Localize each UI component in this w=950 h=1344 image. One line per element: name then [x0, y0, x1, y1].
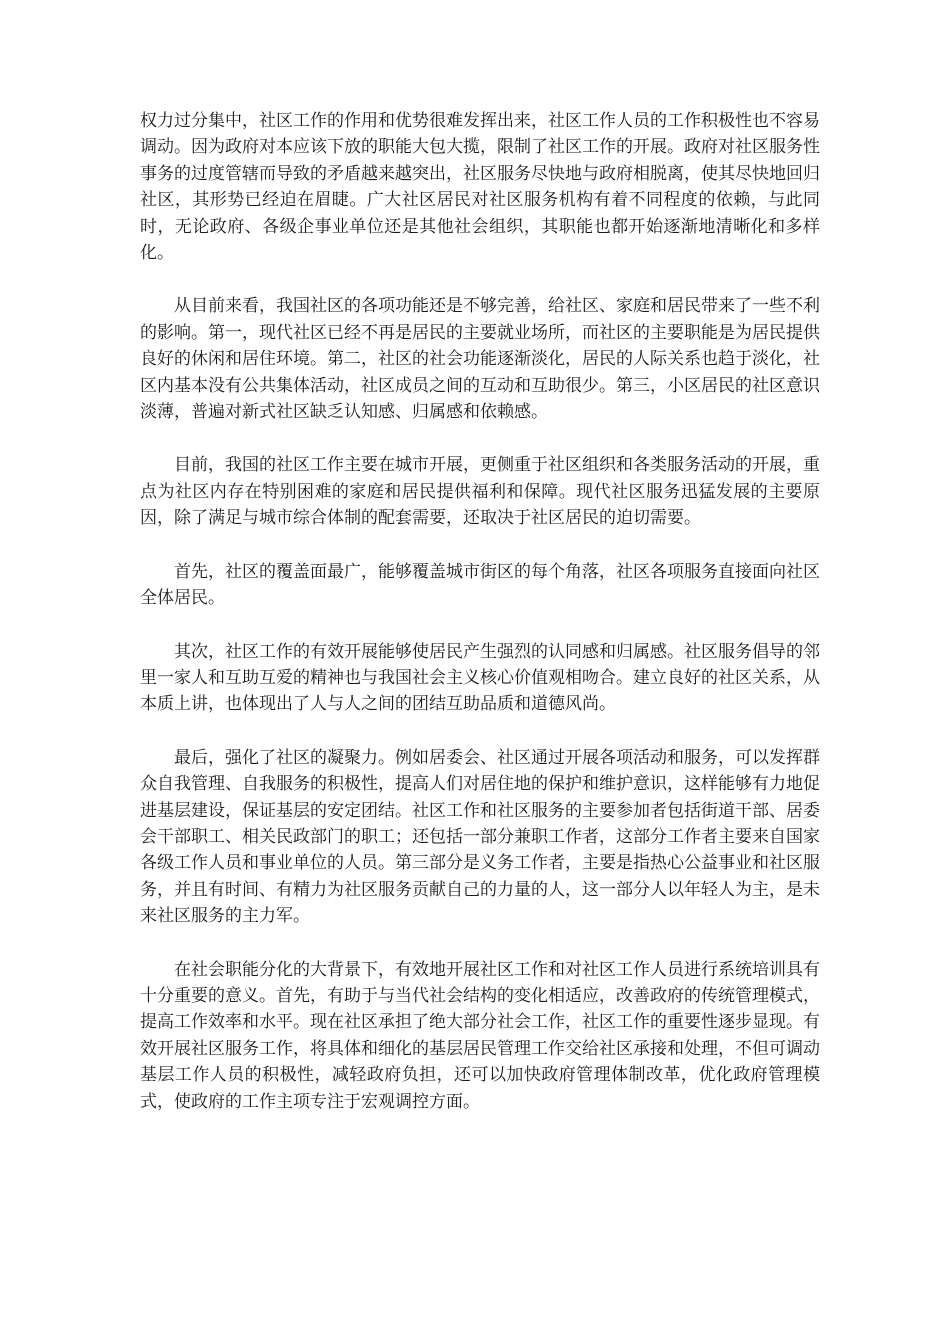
- document-page: [140, 108, 820, 1142]
- paragraph-first-coverage: 首先，社区的覆盖面最广，能够覆盖城市街区的每个角落，社区各项服务直接面向社区全体居民。: [140, 561, 820, 609]
- paragraph-significance: 在社会职能分化的大背景下，有效地开展社区工作和对社区工作人员进行系统培训具有十分重要的意义。首先，有助于与当代社会结构的变化相适应，改善政府的传统管理模式，提高工作效率和水平。现在社区承担了绝大部分社会工作，社区工作的重要性逐步显现。有效开展社区服务工作，将具体和细化的基层居民管理工作交给社区承接和处理，不但可调动基层工作人员的积极性，减轻政府负担，还可以加快政府管理体制改革，优化政府管理模式，使政府的工作主项专注于宏观调控方面。: [140, 959, 820, 1112]
- paragraph-community-functions: 从目前来看，我国社区的各项功能还是不够完善，给社区、家庭和居民带来了一些不利的影响。第一，现代社区已经不再是居民的主要就业场所，而社区的主要职能是为居民提供良好的休闲和居住环境。第二，社区的社会功能逐渐淡化，居民的人际关系也趋于淡化，社区内基本没有公共集体活动，社区成员之间的互动和互助很少。第三，小区居民的社区意识淡薄，普遍对新式社区缺乏认知感、归属感和依赖感。: [140, 296, 820, 423]
- paragraph-last-cohesion: 最后，强化了社区的凝聚力。例如居委会、社区通过开展各项活动和服务，可以发挥群众自我管理、自我服务的积极性，提高人们对居住地的保护和维护意识，这样能够有力地促进基层建设，保证基层的安定团结。社区工作和社区服务的主要参加者包括街道干部、居委会干部职工、相关民政部门的职工；还包括一部分兼职工作者，这部分工作者主要来自国家各级工作人员和事业单位的人员。第三部分是义务工作者，主要是指热心公益事业和社区服务，并且有时间、有精力为社区服务贡献自己的力量的人，这一部分人以年轻人为主，是未来社区服务的主力军。: [140, 747, 820, 927]
- paragraph-second-belonging: 其次，社区工作的有效开展能够使居民产生强烈的认同感和归属感。社区服务倡导的邻里一家人和互助互爱的精神也与我国社会主义核心价值观相吻合。建立良好的社区关系，从本质上讲，也体现出了人与人之间的团结互助品质和道德风尚。: [140, 641, 820, 715]
- paragraph-urban-community-work: 目前，我国的社区工作主要在城市开展，更侧重于社区组织和各类服务活动的开展，重点为社区内存在特别困难的家庭和居民提供福利和保障。现代社区服务迅猛发展的主要原因，除了满足与城市综合体制的配套需要，还取决于社区居民的迫切需要。: [140, 455, 820, 529]
- paragraph-continuation: 权力过分集中，社区工作的作用和优势很难发挥出来，社区工作人员的工作积极性也不容易调动。因为政府对本应该下放的职能大包大揽，限制了社区工作的开展。政府对社区服务性事务的过度管辖而导致的矛盾越来越突出，社区服务尽快地与政府相脱离，使其尽快地回归社区，其形势已经迫在眉睫。广大社区居民对社区服务机构有着不同程度的依赖，与此同时，无论政府、各级企事业单位还是其他社会组织，其职能也都开始逐渐地清晰化和多样化。: [140, 111, 820, 264]
